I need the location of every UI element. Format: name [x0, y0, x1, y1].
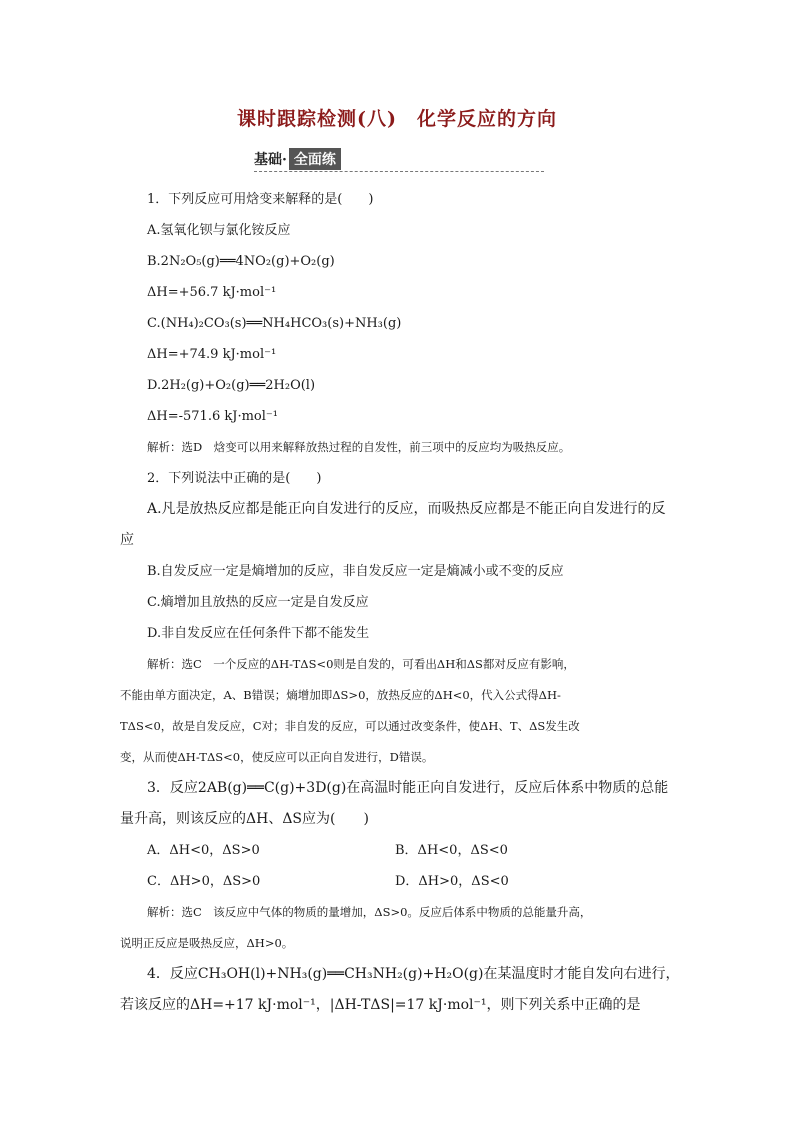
- q2-option-d: D.非自发反应在任何条件下都不能发生: [147, 626, 370, 641]
- q4-stem-line1: 4．反应CH₃OH(l)+NH₃(g)══CH₃NH₂(g)+H₂O(g)在某温度时才能自发向右进行，: [147, 966, 680, 982]
- q2-option-c: C.熵增加且放热的反应一定是自发反应: [147, 595, 369, 610]
- section-header: [254, 148, 544, 172]
- q2-explanation-line3: TΔS<0，故是自发反应，C对；非自发的反应，可以通过改变条件，使ΔH、T、ΔS发生改: [120, 719, 580, 733]
- q1-option-d-dh: ΔH=-571.6 kJ·mol⁻¹: [147, 409, 278, 424]
- section-label: 基础·: [254, 152, 287, 168]
- q3-stem-line1: 3．反应2AB(g)══C(g)+3D(g)在高温时能正向自发进行，反应后体系中物质的总能: [147, 780, 669, 796]
- section-divider: [254, 171, 544, 172]
- q1-option-c-dh: ΔH=+74.9 kJ·mol⁻¹: [147, 347, 277, 362]
- q1-option-b-dh: ΔH=+56.7 kJ·mol⁻¹: [147, 285, 277, 300]
- section-badge: 全面练: [289, 148, 341, 170]
- q1-option-a: A.氢氧化钡与氯化铵反应: [147, 223, 291, 238]
- document-body: [120, 184, 680, 1021]
- q2-option-a-line1: A.凡是放热反应都是能正向自发进行的反应，而吸热反应都是不能正向自发进行的反: [147, 501, 666, 517]
- q3-option-c: C．ΔH>0，ΔS>0: [147, 874, 261, 889]
- q3-options-row1: [120, 835, 680, 866]
- q2-option-b: B.自发反应一定是熵增加的反应，非自发反应一定是熵减小或不变的反应: [147, 564, 564, 579]
- q2-stem: 2．下列说法中正确的是( ): [147, 471, 322, 486]
- q1-option-c: C.(NH₄)₂CO₃(s)══NH₄HCO₃(s)+NH₃(g): [147, 316, 402, 331]
- q2-explanation-line1: 解析：选C 一个反应的ΔH-TΔS<0则是自发的，可看出ΔH和ΔS都对反应有影响，: [147, 657, 575, 671]
- q1-option-b: B.2N₂O₅(g)══4NO₂(g)+O₂(g): [147, 254, 335, 269]
- q3-stem-line2: 量升高，则该反应的ΔH、ΔS应为( ): [120, 811, 369, 827]
- page-title: 课时跟踪检测(八) 化学反应的方向: [237, 108, 557, 130]
- q2-option-a-line2: 应: [120, 532, 134, 548]
- q3-option-a: A．ΔH<0，ΔS>0: [147, 843, 260, 858]
- q1-option-d: D.2H₂(g)+O₂(g)══2H₂O(l): [147, 378, 316, 393]
- q1-stem: 1．下列反应可用焓变来解释的是( ): [147, 192, 374, 207]
- q3-explanation-line1: 解析：选C 该反应中气体的物质的量增加，ΔS>0。反应后体系中物质的总能量升高，: [147, 905, 592, 919]
- q4-stem-line2: 若该反应的ΔH=+17 kJ·mol⁻¹，|ΔH-TΔS|=17 kJ·mol⁻¹，则下列关系中正确的是: [120, 997, 641, 1013]
- q3-option-b: B．ΔH<0，ΔS<0: [395, 843, 508, 858]
- q1-explanation: 解析：选D 焓变可以用来解释放热过程的自发性，前三项中的反应均为吸热反应。: [147, 440, 571, 454]
- q3-options-row2: [120, 866, 680, 897]
- q2-explanation-line4: 变，从而使ΔH-TΔS<0，使反应可以正向自发进行，D错误。: [120, 750, 434, 764]
- q2-explanation-line2: 不能由单方面决定，A、B错误；熵增加即ΔS>0，放热反应的ΔH<0，代入公式得ΔH-: [120, 688, 561, 702]
- q3-option-d: D．ΔH>0，ΔS<0: [395, 874, 509, 889]
- q3-explanation-line2: 说明正反应是吸热反应，ΔH>0。: [120, 936, 294, 950]
